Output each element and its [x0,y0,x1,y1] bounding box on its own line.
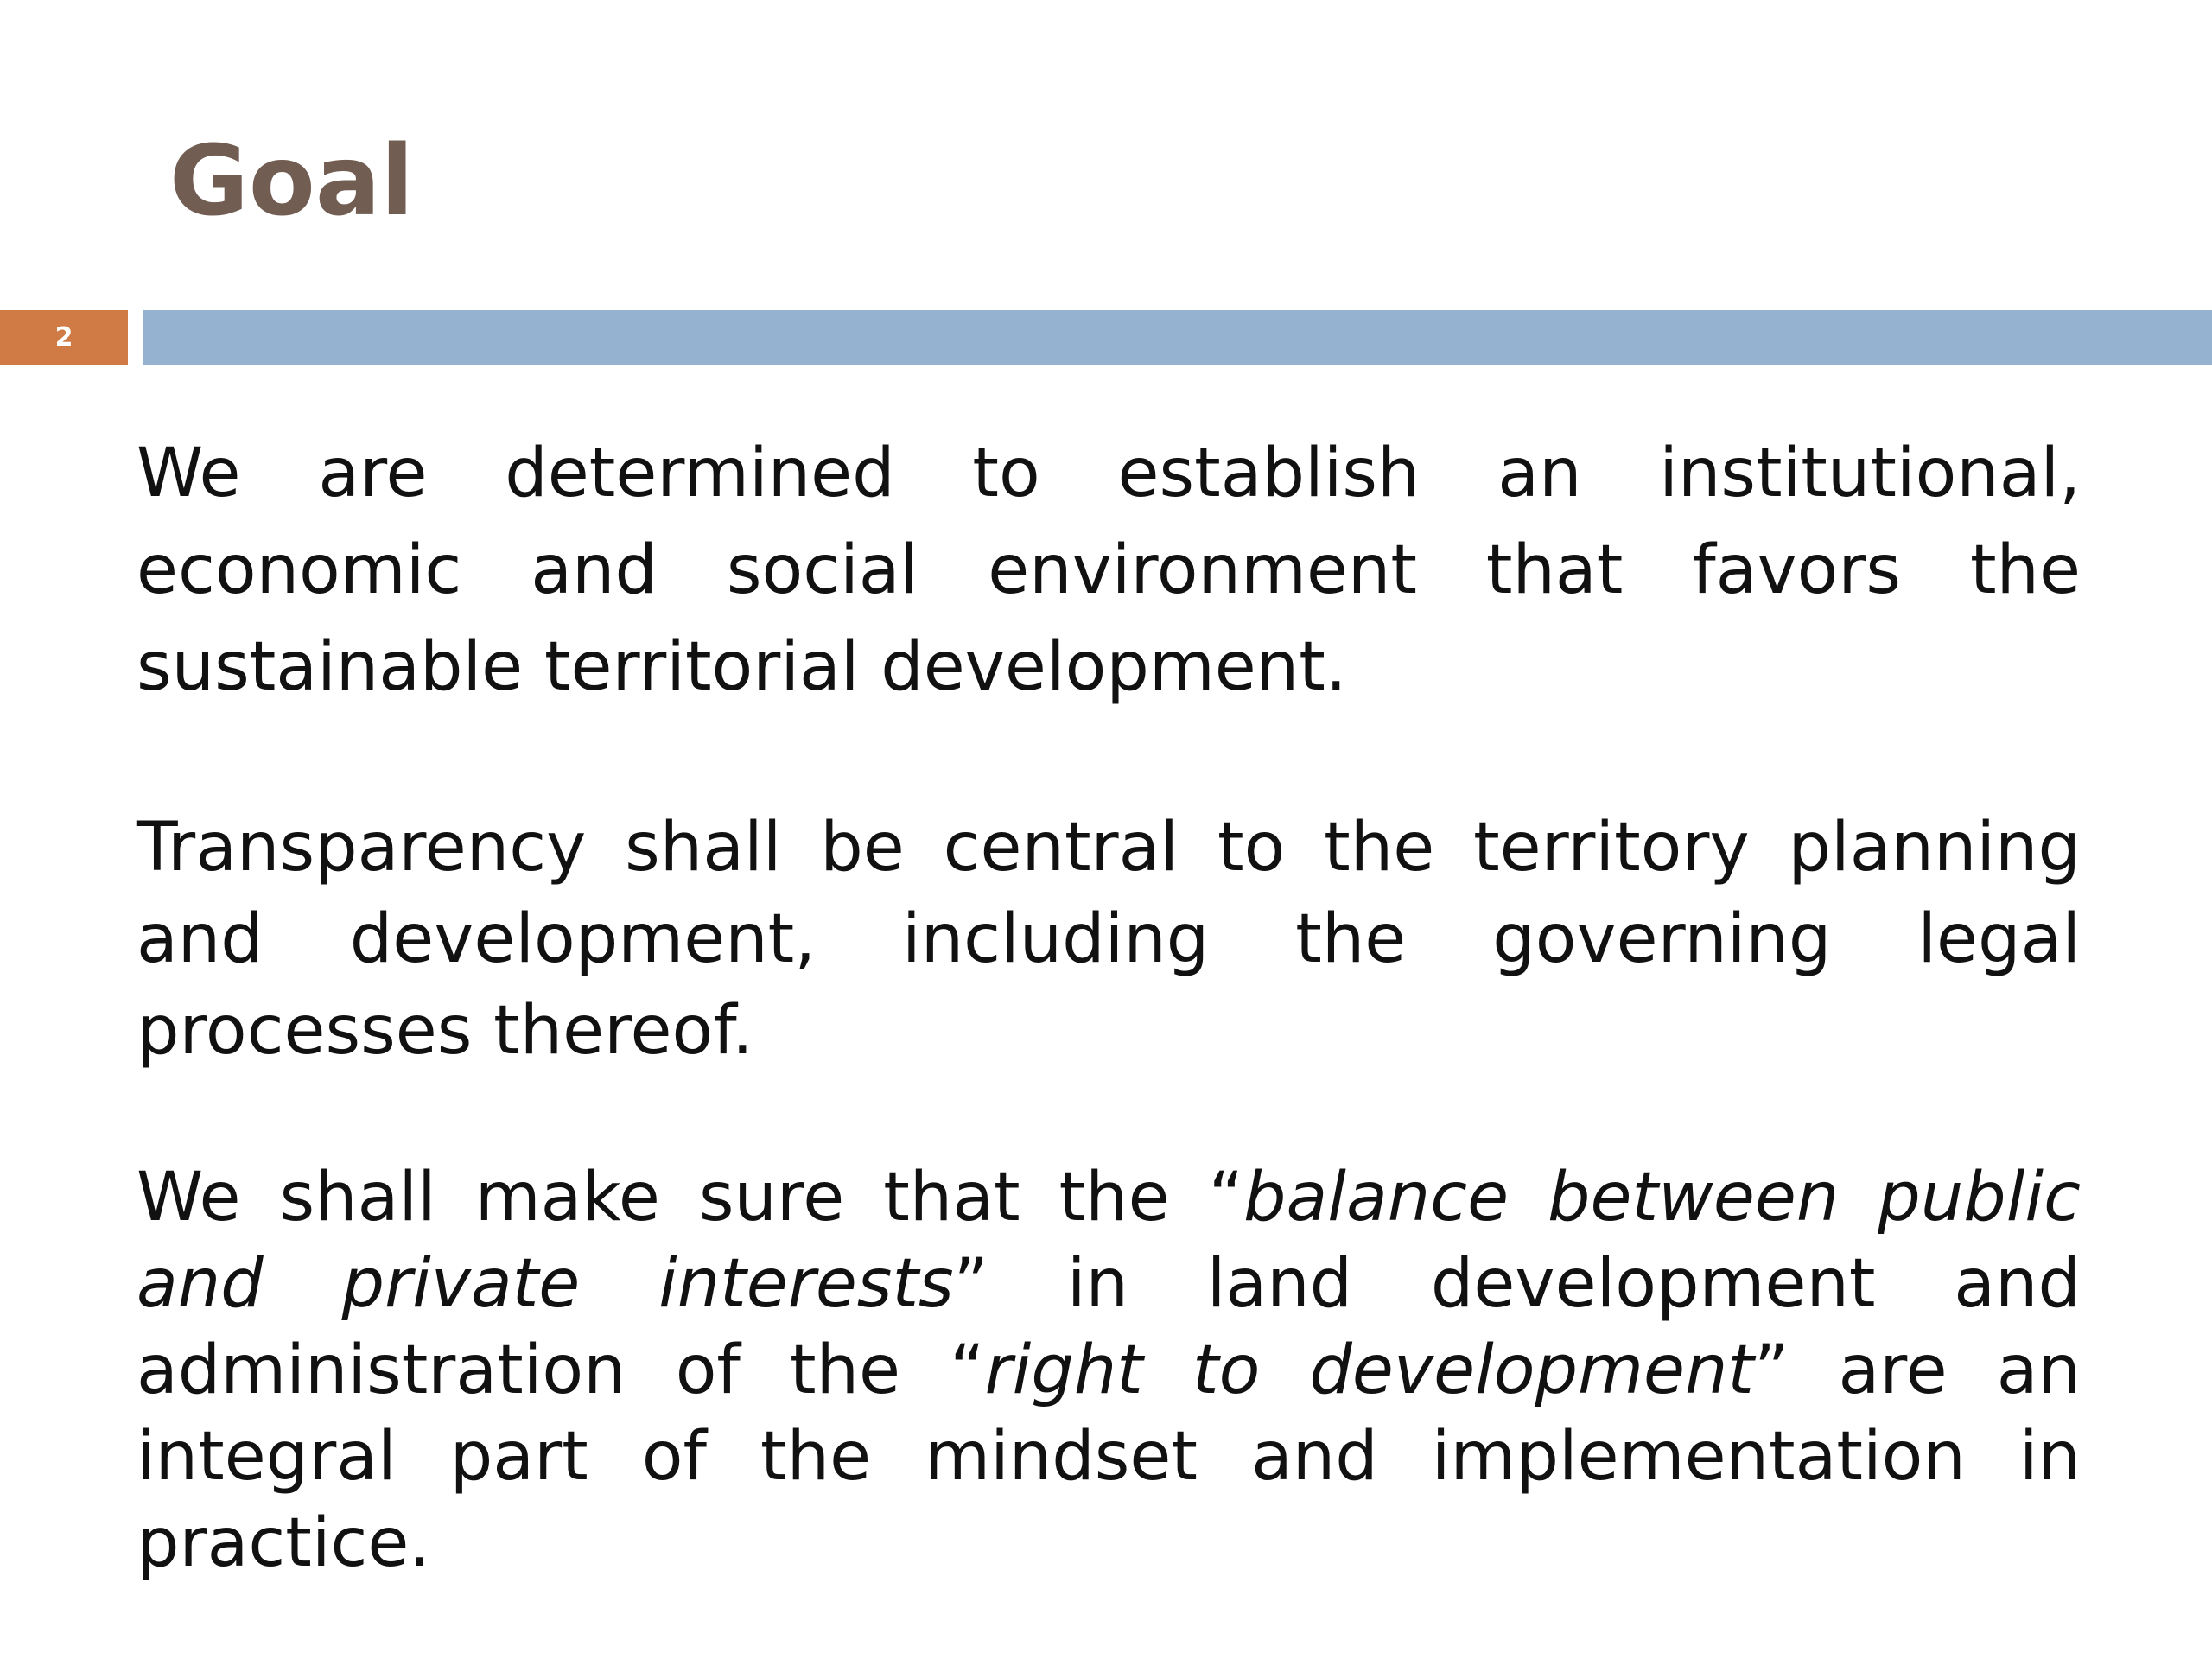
paragraph-balance-text-3: ” are an integral part of the mindset and implementation in practice. [137,1332,2082,1582]
slide-title: Goal [169,125,414,238]
paragraph-balance-emphasis-1: balance between public and private interests [137,1159,2081,1323]
paragraph-goal-statement: We are determined to establish an institutional, economic and social environment that favors the sustainable territorial development. [137,435,2081,706]
paragraph-transparency: Transparency shall be central to the territory planning and development, including the governing legal processes thereof. [137,809,2081,1070]
paragraph-balance [137,1154,2081,1586]
paragraph-balance-emphasis-2: right to development [984,1332,1754,1409]
paragraph-balance-text-1: We shall make sure that the “ [137,1159,1243,1236]
paragraph-balance-text-2: ” in land development and administration of the “ [137,1245,2081,1409]
title-divider-bar [143,310,2212,365]
slide-number-badge: 2 [0,310,128,365]
slide-body [137,425,2081,1586]
